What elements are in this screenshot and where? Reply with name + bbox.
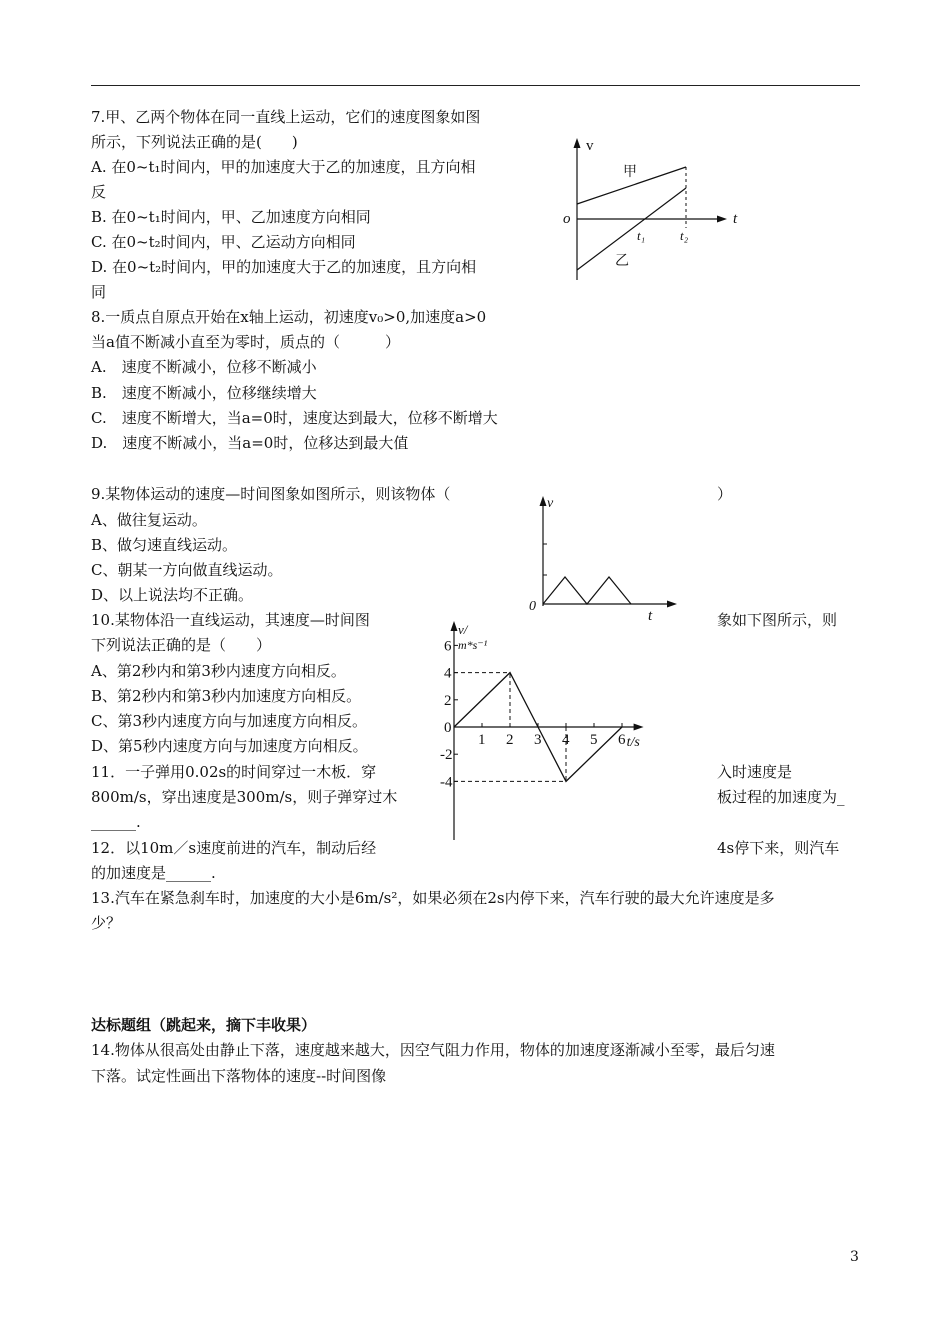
q12-stem-line1: 12．以10m／s速度前进的汽车，制动后经 <box>91 839 377 857</box>
q9-y-arrow <box>540 496 547 506</box>
vt-y-tick-label: 6 <box>444 638 452 655</box>
q10-option-c: C、第3秒内速度方向与加速度方向相反。 <box>91 712 368 730</box>
vt-y-arrow <box>451 621 458 631</box>
q7-option-c: C. 在0~t₂时间内，甲、乙运动方向相同 <box>91 233 356 251</box>
vt-x-tick-label: 2 <box>506 732 514 748</box>
q7-option-a: A. 在0~t₁时间内，甲的加速度大于乙的加速度，且方向相 <box>91 158 476 176</box>
q8-stem-line2: 当a值不断减小直至为零时，质点的（ ） <box>91 333 400 351</box>
q8-option-a: A. 速度不断减小，位移不断减小 <box>91 358 317 376</box>
vt-y-tick-label: -2 <box>440 747 453 764</box>
vt-y-axis-unit: m*s⁻¹ <box>458 638 488 652</box>
q7-option-b: B. 在0~t₁时间内，甲、乙加速度方向相同 <box>91 208 371 226</box>
q7-tick-t1: t₁ <box>637 228 646 243</box>
vt-x-arrow <box>634 724 644 731</box>
q11-stem-line1: 11．一子弹用0.02s的时间穿过一木板．穿 <box>91 763 377 781</box>
q7-stem-line2: 所示，下列说法正确的是( ) <box>91 133 298 151</box>
q9-option-d: D、以上说法均不正确。 <box>91 586 254 604</box>
q9-stem: 9.某物体运动的速度—时间图象如图所示，则该物体（ <box>91 485 451 503</box>
q12-stem-line2: 的加速度是______. <box>91 864 216 882</box>
vt-x-tick-label: 1 <box>478 732 486 748</box>
q10-velocity-time-chart <box>435 615 685 845</box>
q9-stem-bracket: ） <box>717 485 733 503</box>
q13-stem-line2: 少？ <box>91 914 122 932</box>
q11-answer-blank: ______. <box>91 813 141 831</box>
q7-line-yi <box>577 188 686 270</box>
vt-x-tick-label: 6 <box>618 732 626 748</box>
section-title: 达标题组（跳起来，摘下丰收果） <box>91 1016 317 1034</box>
q9-option-c: C、朝某一方向做直线运动。 <box>91 561 283 579</box>
q7-y-label: v <box>586 138 594 154</box>
q9-sawtooth-curve <box>543 577 631 604</box>
vt-y-tick-label: 4 <box>444 665 452 682</box>
q14-stem-line1: 14.物体从很高处由静止下落，速度越来越大，因空气阻力作用，物体的加速度逐渐减小至零，最后匀速 <box>91 1041 775 1059</box>
q7-option-a-cont: 反 <box>91 183 107 201</box>
q7-x-arrow <box>717 216 727 223</box>
q13-stem-line1: 13.汽车在紧急刹车时，加速度的大小是6m/s²，如果必须在2s内停下来，汽车行驶的最大允许速度是多 <box>91 889 775 907</box>
vt-x-axis-label: t/s <box>626 735 640 750</box>
q7-option-d-cont: 同 <box>91 283 107 301</box>
q9-velocity-graph <box>525 490 690 625</box>
q7-label-jia: 甲 <box>623 165 637 180</box>
vt-y-axis-label: v/ <box>458 622 468 637</box>
vt-x-tick-label: 4 <box>562 732 570 748</box>
q10-option-a: A、第2秒内和第3秒内速度方向相反。 <box>91 662 346 680</box>
q8-option-d: D. 速度不断减小，当a=0时，位移达到最大值 <box>91 434 409 452</box>
q7-tick-t2: t₂ <box>680 228 689 243</box>
q11-stem-line1-end: 入时速度是 <box>717 763 793 781</box>
q7-y-arrow <box>574 138 581 148</box>
vt-y-tick-label: 0 <box>444 720 452 736</box>
vt-x-tick-label: 5 <box>590 732 598 748</box>
q10-option-b: B、第2秒内和第3秒内加速度方向相反。 <box>91 687 362 705</box>
q7-origin-label: o <box>563 211 571 227</box>
q7-x-label: t <box>733 211 738 227</box>
q8-option-b: B. 速度不断减小，位移继续增大 <box>91 384 317 402</box>
q9-x-label: t <box>648 608 653 624</box>
q8-stem-line1: 8.一质点自原点开始在x轴上运动，初速度v₀>0,加速度a>0 <box>91 308 487 326</box>
q10-stem-line2: 下列说法正确的是（ ） <box>91 636 272 654</box>
q7-stem-line1: 7.甲、乙两个物体在同一直线上运动，它们的速度图象如图 <box>91 108 481 126</box>
q9-x-arrow <box>667 601 677 608</box>
vt-y-tick-label: -4 <box>440 774 453 791</box>
header-rule <box>91 85 860 86</box>
q10-option-d: D、第5秒内速度方向与加速度方向相反。 <box>91 737 368 755</box>
q7-velocity-graph <box>555 130 755 290</box>
q9-y-label: v <box>547 496 554 511</box>
q9-origin-label: 0 <box>529 599 536 614</box>
page-number: 3 <box>850 1249 859 1265</box>
q8-option-c: C. 速度不断增大，当a=0时，速度达到最大，位移不断增大 <box>91 409 498 427</box>
q7-label-yi: 乙 <box>615 254 629 269</box>
q9-option-b: B、做匀速直线运动。 <box>91 536 238 554</box>
q10-stem-line1-end: 象如下图所示，则 <box>717 611 838 629</box>
vt-x-tick-label: 3 <box>534 732 542 748</box>
vt-y-tick-label: 2 <box>444 692 452 709</box>
q12-stem-line1-end: 4s停下来，则汽车 <box>717 839 840 857</box>
q11-stem-line2-end: 板过程的加速度为_ <box>717 788 845 806</box>
q7-option-d: D. 在0~t₂时间内，甲的加速度大于乙的加速度，且方向相 <box>91 258 477 276</box>
q9-option-a: A、做往复运动。 <box>91 511 207 529</box>
q11-stem-line2: 800m/s，穿出速度是300m/s，则子弹穿过木 <box>91 788 398 806</box>
q10-stem-line1: 10.某物体沿一直线运动，其速度—时间图 <box>91 611 370 629</box>
q14-stem-line2: 下落。试定性画出下落物体的速度--时间图像 <box>91 1067 387 1085</box>
